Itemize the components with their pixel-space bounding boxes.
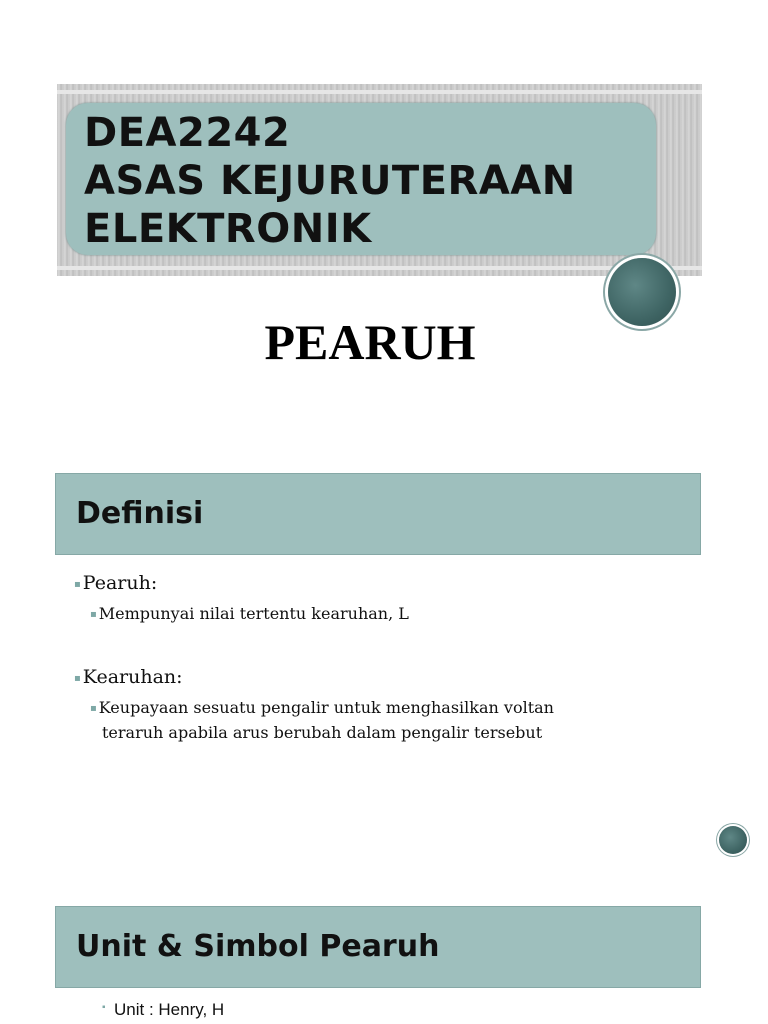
definisi-header — [55, 473, 701, 555]
course-name-title-line-2: ELEKTRONIK — [84, 206, 372, 252]
course-code-title: DEA2242 — [84, 110, 291, 156]
sub-bullet-pearuh — [90, 602, 409, 627]
unit-text: Unit : Henry, H — [114, 1000, 225, 1019]
bullet-square-icon: ▪ — [74, 672, 81, 684]
bullet-kearuhan-label: Kearuhan: — [82, 666, 183, 688]
unit-simbol-header — [55, 906, 701, 988]
bullet-pearuh — [74, 572, 157, 594]
sub-bullet-kearuhan-line-2: teraruh apabila arus berubah dalam pengalir tersebut — [102, 722, 543, 742]
unit-bullet — [102, 1000, 225, 1020]
sub-bullet-kearuhan-line-1: ▪ Keupayaan sesuatu pengalir untuk menghasilkan voltan — [90, 698, 554, 717]
decorative-small-circle — [719, 826, 747, 854]
definisi-header-title: Definisi — [76, 496, 204, 531]
bullet-square-icon: ▪ — [74, 578, 81, 590]
bullet-square-icon: ▪ — [90, 702, 97, 714]
bullet-square-icon: ▪ — [90, 608, 97, 620]
course-name-title-line-1: ASAS KEJURUTERAAN — [84, 158, 576, 204]
sub-bullet-kearuhan — [90, 696, 554, 745]
unit-simbol-header-title: Unit & Simbol Pearuh — [76, 929, 440, 964]
bullet-pearuh-label: Pearuh: — [82, 572, 158, 594]
bullet-kearuhan — [74, 666, 183, 688]
main-title: PEARUH — [264, 314, 476, 370]
sub-bullet-pearuh-text: Mempunyai nilai tertentu kearuhan, L — [98, 604, 409, 623]
bullet-square-icon: ▪ — [102, 1002, 106, 1013]
